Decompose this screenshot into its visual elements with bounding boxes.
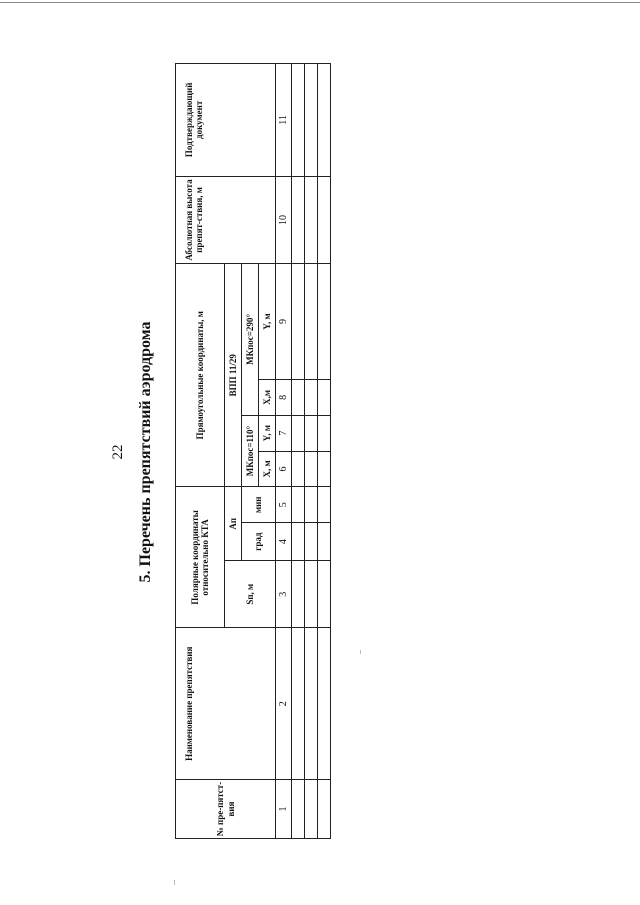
table-cell <box>305 628 318 780</box>
header-an: Ап <box>225 487 242 561</box>
scan-speck <box>360 650 361 654</box>
column-number: 10 <box>276 176 292 263</box>
table-cell <box>292 561 305 628</box>
rotated-page-content <box>50 62 350 842</box>
table-cell <box>292 264 305 380</box>
table-cell <box>318 628 331 780</box>
table-cell <box>292 176 305 263</box>
table-row <box>318 64 331 839</box>
header-grad: град <box>242 523 276 561</box>
table-cell <box>318 487 331 523</box>
table-cell <box>305 415 318 451</box>
table-cell <box>318 264 331 380</box>
table-cell <box>318 415 331 451</box>
page-number: 22 <box>110 444 126 460</box>
header-abs-height: Абсолютная высота препят-ствия, м <box>176 176 276 263</box>
table-cell <box>292 451 305 487</box>
header-vpp: ВПП 11/29 <box>225 264 242 487</box>
header-name: Наименование препятствия <box>176 628 276 780</box>
header-y1: Y, м <box>259 415 276 451</box>
scan-top-edge <box>0 2 640 3</box>
table-cell <box>292 415 305 451</box>
table-cell <box>318 523 331 561</box>
table-cell <box>318 451 331 487</box>
column-number: 1 <box>276 780 292 839</box>
table-cell <box>318 64 331 177</box>
table-cell <box>292 379 305 415</box>
column-number-row <box>276 64 292 839</box>
page-title: 5. Перечень препятствий аэродрома <box>137 321 154 583</box>
table-cell <box>292 628 305 780</box>
table-cell <box>305 561 318 628</box>
table-row <box>292 64 305 839</box>
column-number: 7 <box>276 415 292 451</box>
table-cell <box>292 523 305 561</box>
header-rect-coords: Прямоугольные координаты, м <box>176 264 225 487</box>
column-number: 11 <box>276 64 292 177</box>
header-number: № пре-пятст-вия <box>176 780 276 839</box>
header-sn: Sп, м <box>225 561 276 628</box>
table-cell <box>292 487 305 523</box>
header-y2: Y, м <box>259 264 276 380</box>
header-document: Подтверждающий документ <box>176 64 276 177</box>
header-polar-coords: Полярные координаты относительно КТА <box>176 487 225 628</box>
table-row <box>305 64 318 839</box>
column-number: 6 <box>276 451 292 487</box>
header-min: мин <box>242 487 276 523</box>
header-x2: X,м <box>259 379 276 415</box>
table-cell <box>305 176 318 263</box>
scan-speck <box>174 880 175 885</box>
table-cell <box>318 561 331 628</box>
header-x1: X, м <box>259 451 276 487</box>
table-cell <box>305 780 318 839</box>
table-cell <box>305 64 318 177</box>
header-mk110: МКпос=110° <box>242 415 259 487</box>
table-cell <box>292 780 305 839</box>
column-number: 3 <box>276 561 292 628</box>
table-cell <box>318 780 331 839</box>
column-number: 2 <box>276 628 292 780</box>
header-mk290: МКпос=290° <box>242 264 259 416</box>
table-cell <box>305 487 318 523</box>
column-number: 5 <box>276 487 292 523</box>
table-cell <box>318 379 331 415</box>
table-cell <box>292 64 305 177</box>
column-number: 8 <box>276 379 292 415</box>
table-cell <box>305 379 318 415</box>
table-cell <box>305 264 318 380</box>
obstacle-table <box>175 63 331 839</box>
table-cell <box>305 523 318 561</box>
column-number: 9 <box>276 264 292 380</box>
table-cell <box>305 451 318 487</box>
column-number: 4 <box>276 523 292 561</box>
table-cell <box>318 176 331 263</box>
